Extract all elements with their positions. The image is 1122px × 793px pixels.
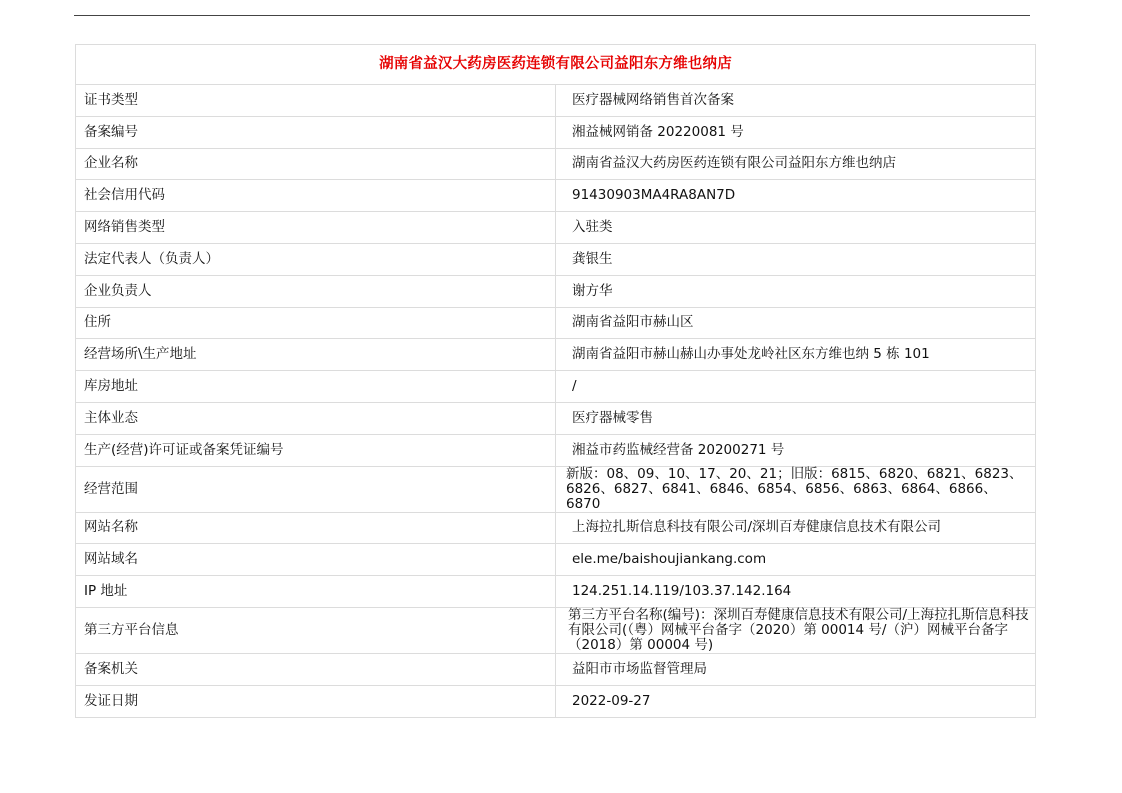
row-label: 网站域名 xyxy=(76,544,556,576)
row-label: 经营范围 xyxy=(76,466,556,512)
row-label: 企业负责人 xyxy=(76,275,556,307)
row-value: 医疗器械网络销售首次备案 xyxy=(556,85,1036,117)
row-value: 湘益市药监械经营备 20200271 号 xyxy=(556,434,1036,466)
row-label: 企业名称 xyxy=(76,148,556,180)
row-value: 2022-09-27 xyxy=(556,685,1036,717)
table-row xyxy=(76,434,1036,466)
row-label: 网站名称 xyxy=(76,512,556,544)
table-row xyxy=(76,653,1036,685)
filing-record-table xyxy=(75,44,1036,718)
table-row xyxy=(76,607,1036,653)
row-value: ele.me/baishoujiankang.com xyxy=(556,544,1036,576)
top-divider xyxy=(74,15,1030,16)
row-value: 入驻类 xyxy=(556,212,1036,244)
row-value: 第三方平台名称(编号)：深圳百寿健康信息技术有限公司/上海拉扎斯信息科技有限公司(（粤）网械平台备字（2020）第 00014 号/（沪）网械平台备字（2018）第 00004 号) xyxy=(556,607,1036,653)
row-value: 91430903MA4RA8AN7D xyxy=(556,180,1036,212)
row-label: 备案编号 xyxy=(76,116,556,148)
row-label: IP 地址 xyxy=(76,576,556,608)
table-row xyxy=(76,544,1036,576)
row-value: 上海拉扎斯信息科技有限公司/深圳百寿健康信息技术有限公司 xyxy=(556,512,1036,544)
table-row xyxy=(76,243,1036,275)
title-row xyxy=(76,45,1036,85)
row-label: 社会信用代码 xyxy=(76,180,556,212)
document-title: 湖南省益汉大药房医药连锁有限公司益阳东方维也纳店 xyxy=(76,45,1036,85)
row-value: 谢方华 xyxy=(556,275,1036,307)
table-row xyxy=(76,512,1036,544)
row-label: 发证日期 xyxy=(76,685,556,717)
row-label: 库房地址 xyxy=(76,371,556,403)
row-value: 益阳市市场监督管理局 xyxy=(556,653,1036,685)
row-label: 网络销售类型 xyxy=(76,212,556,244)
row-label: 备案机关 xyxy=(76,653,556,685)
table-row xyxy=(76,85,1036,117)
row-value: 龚银生 xyxy=(556,243,1036,275)
row-value: 124.251.14.119/103.37.142.164 xyxy=(556,576,1036,608)
row-value: 湘益械网销备 20220081 号 xyxy=(556,116,1036,148)
row-value: 医疗器械零售 xyxy=(556,402,1036,434)
table-row xyxy=(76,275,1036,307)
row-value: / xyxy=(556,371,1036,403)
row-value: 新版：08、09、10、17、20、21；旧版：6815、6820、6821、6823、6826、6827、6841、6846、6854、6856、6863、6864、6866、6870 xyxy=(556,466,1036,512)
row-label: 证书类型 xyxy=(76,85,556,117)
row-label: 第三方平台信息 xyxy=(76,607,556,653)
row-label: 住所 xyxy=(76,307,556,339)
table-row xyxy=(76,371,1036,403)
table-row xyxy=(76,212,1036,244)
table-row xyxy=(76,148,1036,180)
row-label: 生产(经营)许可证或备案凭证编号 xyxy=(76,434,556,466)
table-row xyxy=(76,307,1036,339)
table-row xyxy=(76,339,1036,371)
table-row xyxy=(76,180,1036,212)
table-row xyxy=(76,116,1036,148)
row-label: 法定代表人（负责人） xyxy=(76,243,556,275)
row-value: 湖南省益汉大药房医药连锁有限公司益阳东方维也纳店 xyxy=(556,148,1036,180)
table-row xyxy=(76,466,1036,512)
table-row xyxy=(76,576,1036,608)
row-label: 主体业态 xyxy=(76,402,556,434)
table-row xyxy=(76,685,1036,717)
row-label: 经营场所\生产地址 xyxy=(76,339,556,371)
row-value: 湖南省益阳市赫山区 xyxy=(556,307,1036,339)
row-value: 湖南省益阳市赫山赫山办事处龙岭社区东方维也纳 5 栋 101 xyxy=(556,339,1036,371)
table-row xyxy=(76,402,1036,434)
